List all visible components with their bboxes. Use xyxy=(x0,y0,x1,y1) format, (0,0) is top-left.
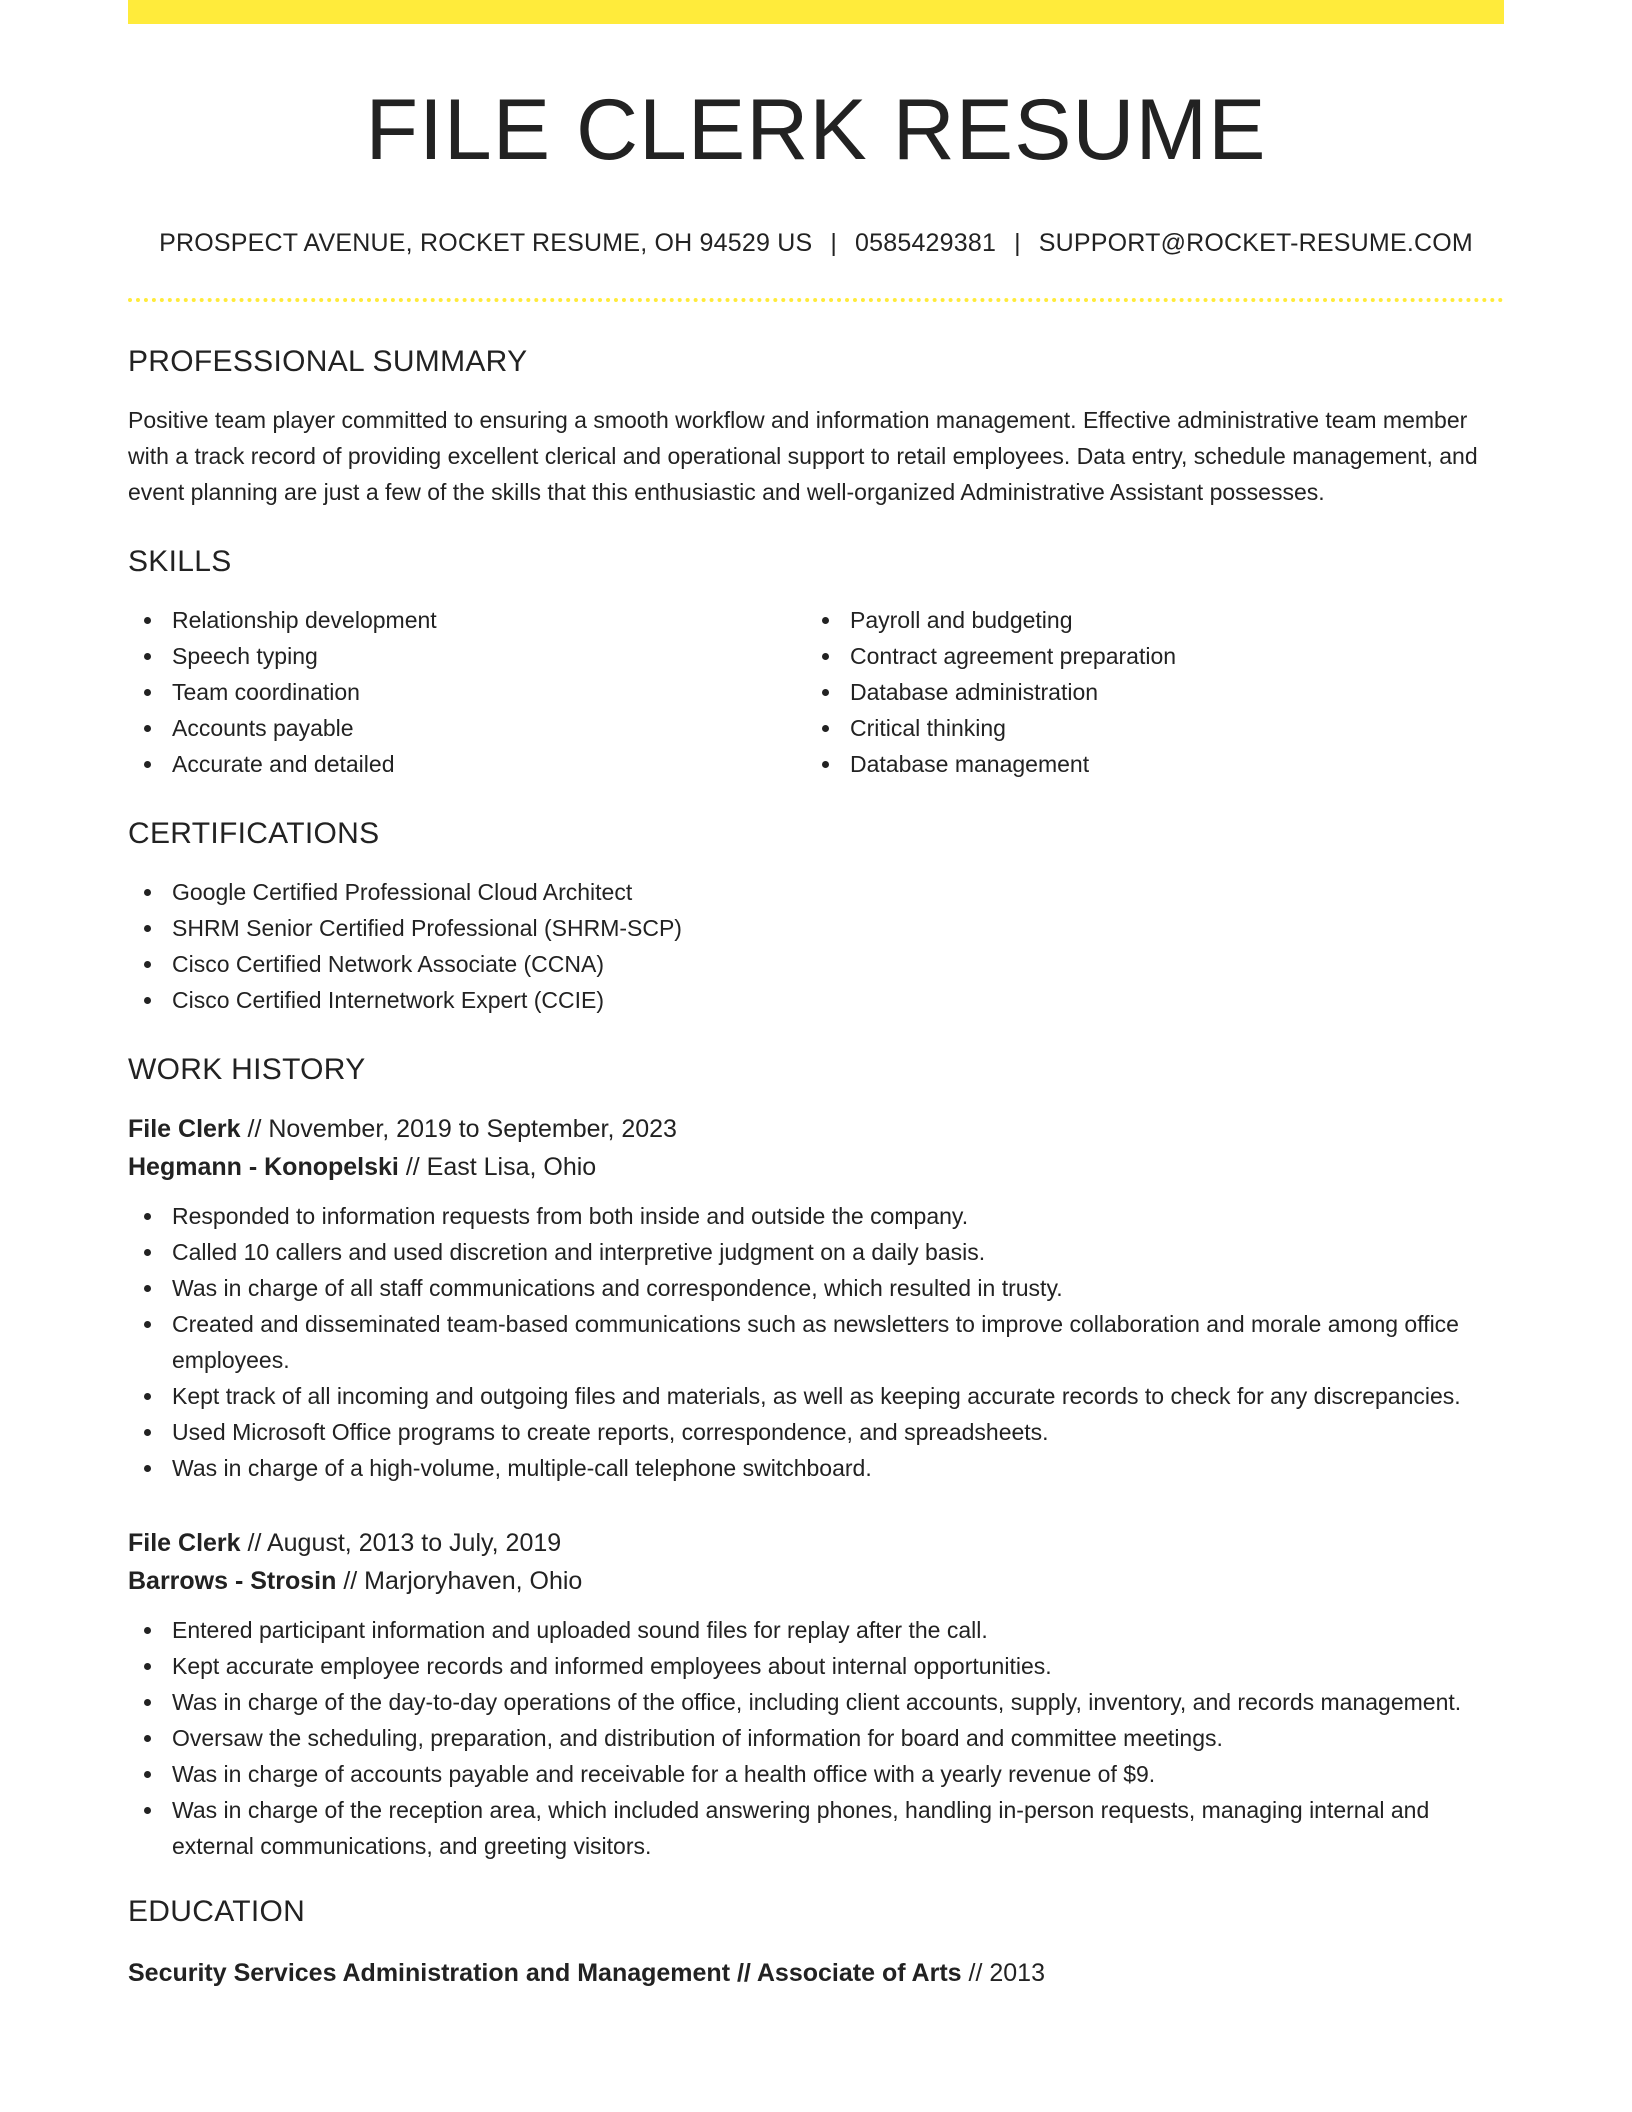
contact-email[interactable]: SUPPORT@ROCKET-RESUME.COM xyxy=(1038,229,1473,257)
job-location: // Marjoryhaven, Ohio xyxy=(336,1567,583,1595)
contact-separator: | xyxy=(830,229,838,257)
skill-item: Database administration xyxy=(806,674,1484,710)
job-dates: // November, 2019 to September, 2023 xyxy=(240,1115,677,1143)
education-heading: EDUCATION xyxy=(128,1895,306,1928)
job-title-line xyxy=(128,1524,1504,1562)
certification-item: Cisco Certified Network Associate (CCNA) xyxy=(128,946,1504,982)
dotted-divider xyxy=(128,298,1504,302)
work-history-heading: WORK HISTORY xyxy=(128,1053,366,1086)
skills-right-list xyxy=(806,602,1484,782)
job-duty-item: Kept accurate employee records and informed employees about internal opportunities. xyxy=(128,1648,1504,1684)
summary-heading: PROFESSIONAL SUMMARY xyxy=(128,345,528,378)
contact-phone[interactable]: 0585429381 xyxy=(855,229,997,257)
job-duty-item: Called 10 callers and used discretion and interpretive judgment on a daily basis. xyxy=(128,1234,1504,1270)
certification-item: SHRM Senior Certified Professional (SHRM-SCP) xyxy=(128,910,1504,946)
skill-item: Database management xyxy=(806,746,1484,782)
job-duty-item: Was in charge of all staff communications and correspondence, which resulted in trusty. xyxy=(128,1270,1504,1306)
job-duty-item: Was in charge of a high-volume, multiple-call telephone switchboard. xyxy=(128,1450,1504,1486)
certifications-list xyxy=(128,874,1504,1018)
job-duties-list xyxy=(128,1612,1504,1864)
job-duty-item: Kept track of all incoming and outgoing files and materials, as well as keeping accurate records to check for any discrepancies. xyxy=(128,1378,1504,1414)
job-duty-item: Entered participant information and uploaded sound files for replay after the call. xyxy=(128,1612,1504,1648)
skill-item: Critical thinking xyxy=(806,710,1484,746)
job-dates: // August, 2013 to July, 2019 xyxy=(240,1529,562,1557)
skill-item: Team coordination xyxy=(128,674,806,710)
skills-left-list xyxy=(128,602,806,782)
job-duty-item: Was in charge of the day-to-day operations of the office, including client accounts, supply, inventory, and records management. xyxy=(128,1684,1504,1720)
skill-item: Accurate and detailed xyxy=(128,746,806,782)
job-title: File Clerk xyxy=(128,1529,241,1557)
skill-item: Speech typing xyxy=(128,638,806,674)
education-year: // 2013 xyxy=(961,1959,1045,1987)
job-duty-item: Oversaw the scheduling, preparation, and distribution of information for board and committee meetings. xyxy=(128,1720,1504,1756)
job-duty-item: Created and disseminated team-based communications such as newsletters to improve collaboration and morale among office employees. xyxy=(128,1306,1504,1378)
skill-item: Accounts payable xyxy=(128,710,806,746)
job-company: Barrows - Strosin xyxy=(128,1567,337,1595)
contact-address: PROSPECT AVENUE, ROCKET RESUME, OH 94529 US xyxy=(159,229,813,257)
education-degree: Security Services Administration and Management // Associate of Arts xyxy=(128,1959,962,1987)
job-duty-item: Used Microsoft Office programs to create reports, correspondence, and spreadsheets. xyxy=(128,1414,1504,1450)
job-company-line xyxy=(128,1148,1504,1186)
skill-item: Relationship development xyxy=(128,602,806,638)
job-company: Hegmann - Konopelski xyxy=(128,1153,399,1181)
summary-text: Positive team player committed to ensuring a smooth workflow and information management. Effective administrative team member with a track record of providing excellent clerical and operational support to retail employees. Data entry, schedule management, and event planning are just a few of the skills that this enthusiastic and well-organized Administrative Assistant possesses. xyxy=(128,407,1478,505)
resume-content xyxy=(128,0,1504,1992)
certifications-heading: CERTIFICATIONS xyxy=(128,817,380,850)
job-location: // East Lisa, Ohio xyxy=(398,1153,597,1181)
job-company-line xyxy=(128,1562,1504,1600)
job-title: File Clerk xyxy=(128,1115,241,1143)
certification-item: Cisco Certified Internetwork Expert (CCIE) xyxy=(128,982,1504,1018)
skill-item: Contract agreement preparation xyxy=(806,638,1484,674)
education-line xyxy=(128,1954,1504,1992)
job-duties-list xyxy=(128,1198,1504,1486)
job-duty-item: Was in charge of accounts payable and receivable for a health office with a yearly revenue of $9. xyxy=(128,1756,1504,1792)
skill-item: Payroll and budgeting xyxy=(806,602,1484,638)
job-duty-item: Responded to information requests from both inside and outside the company. xyxy=(128,1198,1504,1234)
resume-title: FILE CLERK RESUME xyxy=(365,82,1267,178)
skills-grid xyxy=(128,602,1504,782)
skills-heading: SKILLS xyxy=(128,545,232,578)
certification-item: Google Certified Professional Cloud Architect xyxy=(128,874,1504,910)
contact-separator: | xyxy=(1014,229,1021,257)
job-duty-item: Was in charge of the reception area, which included answering phones, handling in-person requests, managing internal and external communications, and greeting visitors. xyxy=(128,1792,1504,1864)
contact-line xyxy=(128,228,1504,258)
job-title-line xyxy=(128,1110,1504,1148)
